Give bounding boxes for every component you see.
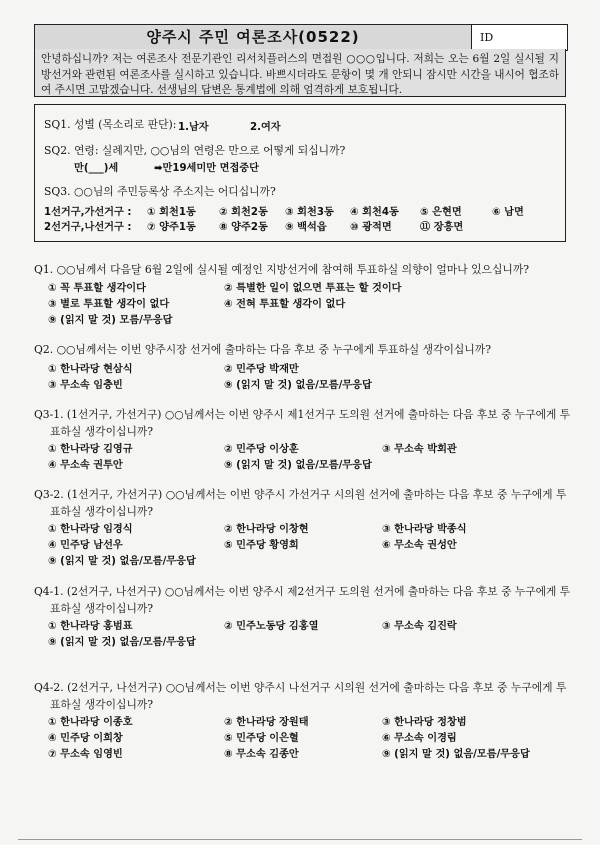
q1-option: ② 특별한 일이 없으면 투표는 할 것이다 bbox=[224, 283, 402, 294]
sq2-age-answer: 만(___)세 bbox=[74, 163, 119, 174]
q4-2-question-cont: 표하실 생각이십니까? bbox=[50, 698, 154, 711]
sq2-question: SQ2. 연령: 실례지만, ○○님의 연령은 만으로 어떻게 되십니까? bbox=[44, 144, 346, 157]
q1-option: ③ 별로 투표할 생각이 없다 bbox=[48, 299, 170, 310]
q3-1-option: ⑨ (읽지 말 것) 없음/모름/무응답 bbox=[224, 460, 372, 471]
sq3-option: ① 회천1동 bbox=[147, 207, 196, 218]
q4-2-option: ④ 민주당 이희창 bbox=[48, 733, 123, 744]
q3-2-option: ① 한나라당 임경식 bbox=[48, 524, 133, 535]
sq1-question: SQ1. 성별 (목소리로 판단): bbox=[44, 118, 177, 131]
q3-1-question: Q3-1. (1선거구, 가선거구) ○○님께서는 이번 양주시 제1선거구 도의원 선거에 출마하는 다음 후보 중 누구에게 투 bbox=[34, 408, 571, 421]
q3-1-option: ③ 무소속 박회관 bbox=[382, 444, 457, 455]
q2-option: ⑨ (읽지 말 것) 없음/모름/무응답 bbox=[224, 380, 372, 391]
sq3-option: ⑩ 광적면 bbox=[350, 222, 392, 233]
sq1-option-female: 2.여자 bbox=[250, 122, 281, 133]
q4-2-option: ⑧ 무소속 김종안 bbox=[224, 749, 299, 760]
q4-2-option: ① 한나라당 이종호 bbox=[48, 717, 133, 728]
q1-question: Q1. ○○님께서 다음달 6월 2일에 실시될 예정인 지방선거에 참여해 투표하실 의향이 얼마나 있으십니까? bbox=[34, 263, 530, 276]
id-field: ID bbox=[471, 25, 567, 50]
q3-1-option: ② 민주당 이상훈 bbox=[224, 444, 299, 455]
q4-1-option: ② 민주노동당 김홍열 bbox=[224, 621, 319, 632]
q4-2-option: ⑨ (읽지 말 것) 없음/모름/무응답 bbox=[382, 749, 530, 760]
q3-2-option: ⑤ 민주당 황영희 bbox=[224, 540, 299, 551]
q4-2-option: ⑤ 민주당 이은혈 bbox=[224, 733, 299, 744]
q2-option: ③ 무소속 임충빈 bbox=[48, 380, 123, 391]
sq3-option: ⑧ 양주2동 bbox=[219, 222, 268, 233]
q3-2-question: Q3-2. (1선거구, 가선거구) ○○님께서는 이번 양주시 가선거구 시의원 선거에 출마하는 다음 후보 중 누구에게 투 bbox=[34, 488, 567, 501]
q2-option: ② 민주당 박재만 bbox=[224, 364, 299, 375]
q3-2-option: ② 한나라당 이창현 bbox=[224, 524, 309, 535]
q4-2-option: ⑦ 무소속 임영빈 bbox=[48, 749, 123, 760]
sq3-row2-label: 2선거구,나선거구 : bbox=[44, 222, 132, 233]
q1-option: ⑨ (읽지 말 것) 모름/무응답 bbox=[48, 315, 173, 326]
q4-1-question: Q4-1. (2선거구, 나선거구) ○○님께서는 이번 양주시 제2선거구 도의원 선거에 출마하는 다음 후보 중 누구에게 투 bbox=[34, 585, 571, 598]
q4-2-option: ② 한나라당 장원태 bbox=[224, 717, 309, 728]
q1-option: ④ 전혀 투표할 생각이 없다 bbox=[224, 299, 346, 310]
q3-1-question-cont: 표하실 생각이십니까? bbox=[50, 425, 154, 438]
sq3-option: ④ 회천4동 bbox=[350, 207, 399, 218]
q3-2-option: ④ 민주당 남선우 bbox=[48, 540, 123, 551]
q3-2-option: ⑥ 무소속 권성안 bbox=[382, 540, 457, 551]
q3-2-option: ⑨ (읽지 말 것) 없음/모름/무응답 bbox=[48, 556, 196, 567]
q4-1-option: ① 한나라당 홍범표 bbox=[48, 621, 133, 632]
q2-option: ① 한나라당 현삼식 bbox=[48, 364, 133, 375]
sq1-option-male: 1.남자 bbox=[178, 122, 209, 133]
sq3-question: SQ3. ○○님의 주민등록상 주소지는 어디십니까? bbox=[44, 185, 276, 198]
q3-1-option: ④ 무소속 권투안 bbox=[48, 460, 123, 471]
q2-question: Q2. ○○님께서는 이번 양주시장 선거에 출마하는 다음 후보 중 누구에게 투표하실 생각이십니까? bbox=[34, 343, 492, 356]
intro-text: 안녕하십니까? 저는 여론조사 전문기관인 리서치플러스의 면접원 ○○○입니다. 저희는 오는 6월 2일 실시될 지방선거와 관련된 여론조사를 실시하고 있습니다. 바쁘시더라도 문항이 몇 개 안되니 잠시만 시간을 내시어 협조하여 주시면 고맙겠습니다. 선생님의 답변은 통계법에 의해 엄격하게 보호됩니다. bbox=[34, 49, 566, 97]
page-bottom-divider bbox=[18, 839, 582, 840]
q4-2-option: ③ 한나라당 정창범 bbox=[382, 717, 467, 728]
sq3-option: ② 회천2동 bbox=[219, 207, 268, 218]
q4-1-question-cont: 표하실 생각이십니까? bbox=[50, 602, 154, 615]
sq3-option: ⑪ 장흥면 bbox=[420, 222, 464, 233]
sq2-under19-note: ➡만19세미만 면접중단 bbox=[154, 163, 259, 174]
sq3-option: ③ 회천3동 bbox=[285, 207, 334, 218]
sq3-option: ⑨ 백석읍 bbox=[285, 222, 327, 233]
sq3-option: ⑦ 양주1동 bbox=[147, 222, 196, 233]
q3-1-option: ① 한나라당 김영규 bbox=[48, 444, 133, 455]
q4-2-option: ⑥ 무소속 이경림 bbox=[382, 733, 457, 744]
q4-2-question: Q4-2. (2선거구, 나선거구) ○○님께서는 이번 양주시 나선거구 시의원 선거에 출마하는 다음 후보 중 누구에게 투 bbox=[34, 681, 567, 694]
survey-title: 양주시 주민 여론조사(0522) bbox=[146, 28, 360, 46]
q1-option: ① 꼭 투표할 생각이다 bbox=[48, 283, 146, 294]
survey-header bbox=[34, 24, 568, 51]
sq3-option: ⑤ 은현면 bbox=[420, 207, 462, 218]
sq3-option: ⑥ 남면 bbox=[492, 207, 524, 218]
q4-1-option: ③ 무소속 김진락 bbox=[382, 621, 457, 632]
q3-2-question-cont: 표하실 생각이십니까? bbox=[50, 505, 154, 518]
sq3-row1-label: 1선거구,가선거구 : bbox=[44, 207, 132, 218]
q4-1-option: ⑨ (읽지 말 것) 없음/모름/무응답 bbox=[48, 637, 196, 648]
q3-2-option: ③ 한나라당 박종식 bbox=[382, 524, 467, 535]
